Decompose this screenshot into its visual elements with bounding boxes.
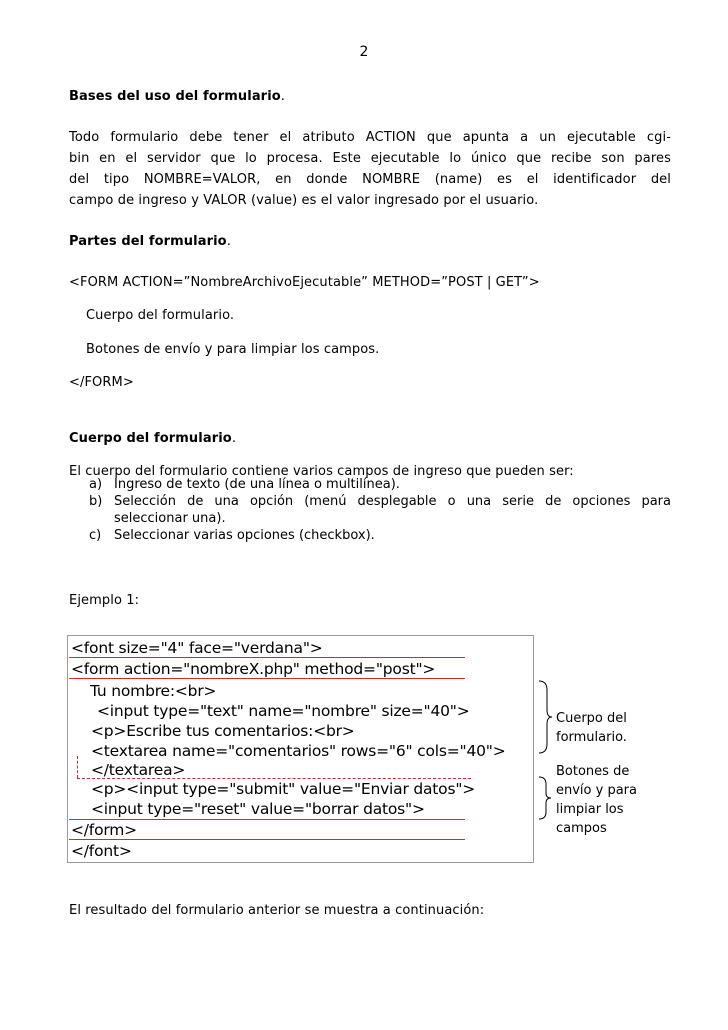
code-line: <input type="reset" value="borrar datos"> bbox=[91, 800, 425, 818]
section-heading-bases: Bases del uso del formulario. bbox=[69, 89, 286, 104]
code-line: </font> bbox=[71, 842, 132, 860]
code-line: <form action="nombreX.php" method="post"> bbox=[71, 660, 436, 678]
code-screenshot bbox=[67, 635, 534, 863]
form-buttons-line: Botones de envío y para limpiar los campos. bbox=[86, 342, 380, 357]
note-body: Cuerpo del formulario. bbox=[556, 711, 627, 745]
section-heading-cuerpo: Cuerpo del formulario. bbox=[69, 431, 237, 446]
list-item: c) Seleccionar varias opciones (checkbox). bbox=[89, 528, 375, 543]
form-close-syntax: </FORM> bbox=[69, 375, 134, 390]
result-text: El resultado del formulario anterior se muestra a continuación: bbox=[69, 903, 485, 918]
paragraph-line: Todo formulario debe tener el atributo ACTION que apunta a un ejecutable cgi- bbox=[69, 130, 671, 145]
paragraph-line: bin en el servidor que lo procesa. Este ejecutable lo único que recibe son pares bbox=[69, 151, 671, 166]
code-line: Tu nombre:<br> bbox=[90, 682, 217, 700]
code-line: <p>Escribe tus comentarios:<br> bbox=[91, 722, 355, 740]
section-heading-partes: Partes del formulario. bbox=[69, 234, 231, 249]
code-line: <input type="text" name="nombre" size="40"> bbox=[97, 702, 470, 720]
note-buttons: Botones de envío y para limpiar los campos bbox=[556, 764, 637, 836]
code-line: <font size="4" face="verdana"> bbox=[71, 639, 323, 657]
brace-buttons-icon bbox=[537, 776, 553, 820]
list-item: b) Selección de una opción (menú desplegable o una serie de opciones para seleccionar una). bbox=[89, 494, 671, 526]
form-open-syntax: <FORM ACTION=”NombreArchivoEjecutable” METHOD=”POST | GET”> bbox=[69, 275, 540, 290]
code-line: <p><input type="submit" value="Enviar datos"> bbox=[91, 780, 476, 798]
red-dashed-mark bbox=[77, 756, 78, 778]
list-item: a) Ingreso de texto (de una línea o multilínea). bbox=[89, 477, 400, 492]
code-line: </textarea> bbox=[91, 761, 186, 779]
brace-body-icon bbox=[537, 680, 553, 754]
red-underline bbox=[69, 657, 465, 658]
example-label: Ejemplo 1: bbox=[69, 593, 140, 608]
section-intro: El cuerpo del formulario contiene varios campos de ingreso que pueden ser: bbox=[69, 464, 574, 479]
code-line: </form> bbox=[71, 821, 137, 839]
page-number: 2 bbox=[359, 44, 369, 60]
paragraph-line: del tipo NOMBRE=VALOR, en donde NOMBRE (name) es el identificador del bbox=[69, 172, 671, 187]
red-underline bbox=[69, 678, 465, 679]
red-underline bbox=[69, 839, 465, 840]
form-body-line: Cuerpo del formulario. bbox=[86, 308, 235, 323]
field-types-list bbox=[69, 476, 671, 544]
paragraph-line: campo de ingreso y VALOR (value) es el valor ingresado por el usuario. bbox=[69, 193, 539, 208]
code-line: <textarea name="comentarios" rows="6" cols="40"> bbox=[91, 742, 506, 760]
